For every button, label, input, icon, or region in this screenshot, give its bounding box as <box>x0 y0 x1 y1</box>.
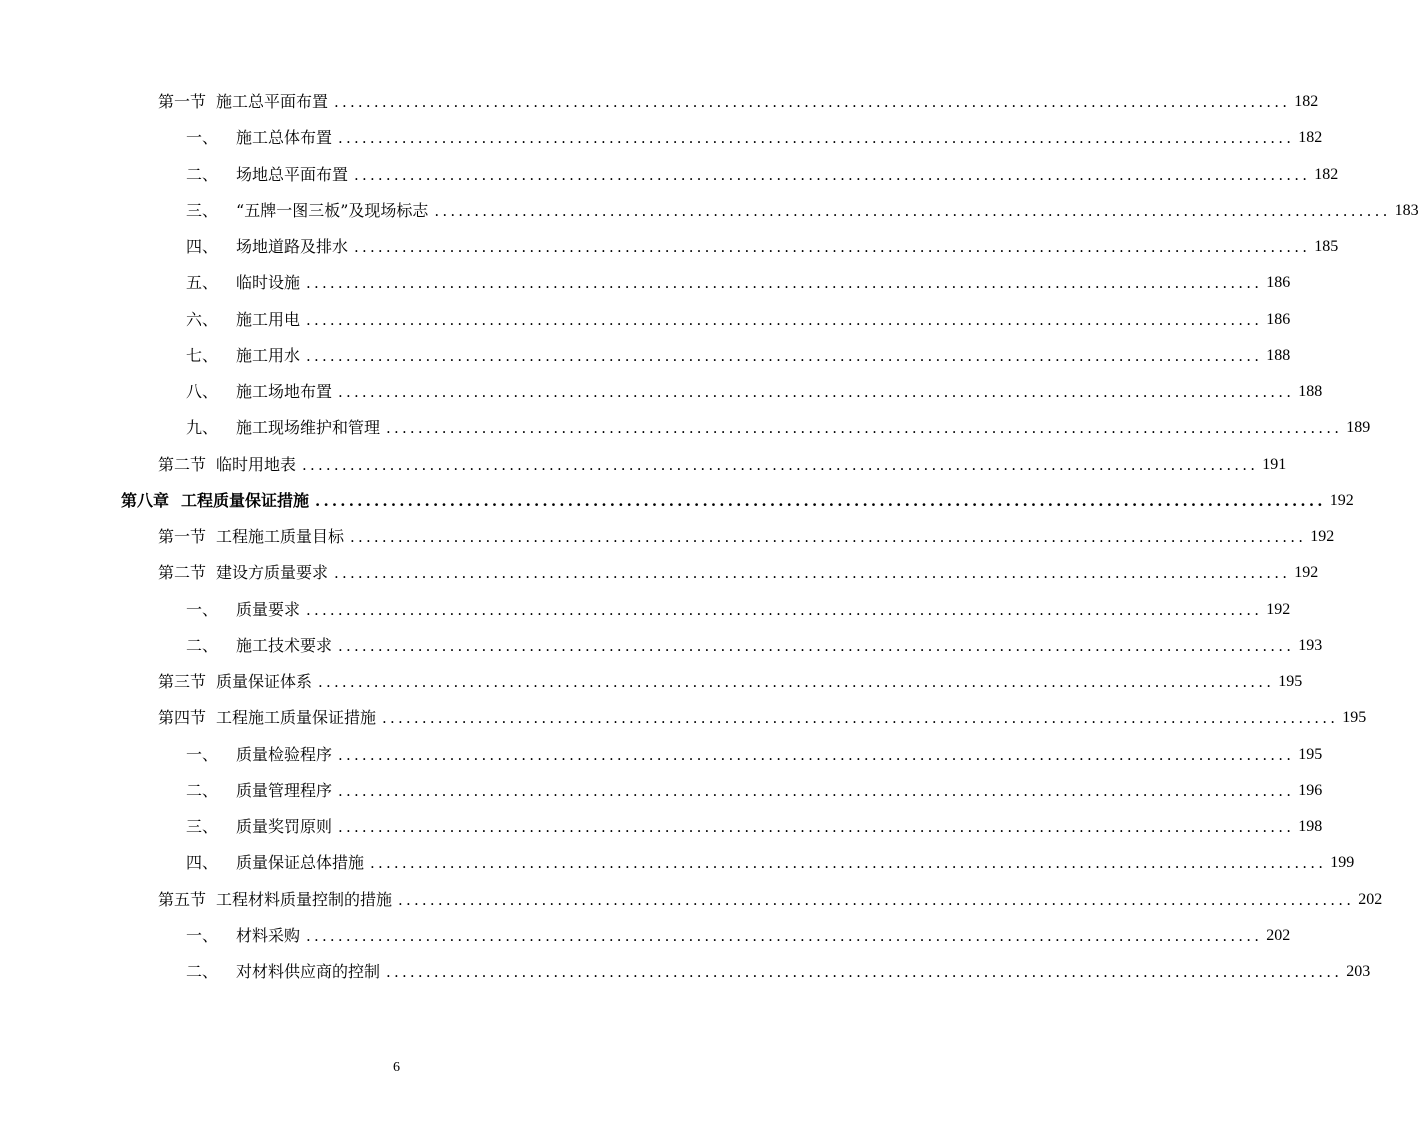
toc-entry-number: 一、 <box>186 599 219 619</box>
toc-entry-title: 材料采购 <box>236 925 301 945</box>
toc-entry-title: 对材料供应商的控制 <box>236 962 381 981</box>
toc-entry-page: 193 <box>1298 636 1323 654</box>
toc-entry[interactable] <box>121 489 1354 513</box>
toc-entry-number: 第四节 <box>158 708 207 728</box>
toc-entry-page: 195 <box>1342 709 1367 727</box>
toc-leader-dots: ........................................................................................................................ <box>302 455 1259 474</box>
toc-entry-label <box>186 126 332 150</box>
toc-entry-number: 八、 <box>186 382 219 401</box>
toc-entry-label <box>186 380 332 404</box>
toc-entry[interactable] <box>186 634 1323 658</box>
toc-entry-number: 二、 <box>186 780 219 800</box>
toc-entry-page: 192 <box>1294 564 1319 582</box>
toc-entry[interactable] <box>186 163 1339 187</box>
toc-entry-title: 质量要求 <box>236 599 301 619</box>
toc-entry-label <box>158 453 296 477</box>
toc-entry-title: 施工总平面布置 <box>216 92 329 111</box>
toc-entry-number: 一、 <box>186 744 219 764</box>
toc-entry-page: 203 <box>1346 963 1371 980</box>
toc-entry-page: 195 <box>1298 745 1323 763</box>
toc-entry[interactable] <box>158 888 1383 912</box>
toc-leader-dots: ........................................................................................................................ <box>338 781 1295 800</box>
toc-entry-page: 188 <box>1298 383 1323 400</box>
toc-entry-page: 192 <box>1266 600 1291 618</box>
toc-entry[interactable] <box>186 344 1291 368</box>
toc-entry-page: 185 <box>1314 238 1339 255</box>
toc-leader-dots: ........................................................................................................................ <box>350 528 1307 546</box>
toc-leader-dots: ........................................................................................................................ <box>306 310 1263 329</box>
toc-entry-label <box>186 308 300 332</box>
toc-entry-label <box>158 670 312 694</box>
toc-entry-page: 195 <box>1278 673 1303 690</box>
toc-entry-label <box>186 851 364 875</box>
toc-entry-title: 临时用地表 <box>216 454 297 474</box>
toc-entry[interactable] <box>186 199 1419 223</box>
toc-leader-dots: ........................................................................................................................ <box>354 165 1311 184</box>
toc-entry-label <box>121 489 309 513</box>
toc-leader-dots: ........................................................................................................................ <box>338 636 1295 655</box>
toc-entry-label <box>186 743 332 767</box>
toc-entry-label <box>186 598 300 622</box>
toc-entry-page: 182 <box>1294 93 1319 110</box>
toc-entry[interactable] <box>186 126 1323 150</box>
toc-entry-title: 工程质量保证措施 <box>181 490 310 510</box>
toc-entry-label <box>186 163 348 187</box>
toc-entry-label <box>158 888 392 912</box>
toc-entry[interactable] <box>158 90 1319 114</box>
toc-entry-number: 一、 <box>186 128 219 148</box>
toc-entry-page: 198 <box>1298 818 1323 835</box>
page-number: 6 <box>393 1060 400 1075</box>
toc-entry-number: 第二节 <box>158 454 207 474</box>
toc-leader-dots: ........................................................................................................................ <box>338 383 1295 401</box>
toc-entry-number: 第三节 <box>158 672 207 691</box>
toc-leader-dots: ........................................................................................................................ <box>338 129 1295 148</box>
toc-leader-dots: ........................................................................................................................ <box>386 963 1343 981</box>
toc-entry-title: 工程材料质量控制的措施 <box>216 889 393 909</box>
toc-entry-title: 施工技术要求 <box>236 635 333 655</box>
toc-entry-label <box>158 90 328 114</box>
toc-entry-number: 二、 <box>186 635 219 655</box>
toc-entry-label <box>186 634 332 658</box>
toc-entry-title: 质量管理程序 <box>236 780 333 800</box>
toc-entry-title: 场地总平面布置 <box>236 164 349 184</box>
toc-leader-dots: ........................................................................................................................ <box>306 346 1263 365</box>
toc-leader-dots: ........................................................................................................................ <box>334 93 1291 111</box>
toc-entry-number: 二、 <box>186 962 219 981</box>
toc-entry-title: 质量保证总体措施 <box>236 853 365 873</box>
toc-leader-dots: ........................................................................................................................ <box>334 564 1291 583</box>
toc-entry-title: 场地道路及排水 <box>236 237 349 256</box>
toc-entry[interactable] <box>186 743 1323 767</box>
toc-entry-title: 建设方质量要求 <box>216 563 329 583</box>
toc-leader-dots: ........................................................................................................................ <box>434 201 1391 220</box>
toc-entry-number: 第五节 <box>158 889 207 909</box>
toc-entry[interactable] <box>186 380 1323 404</box>
toc-entry-page: 199 <box>1330 854 1355 872</box>
toc-leader-dots: ........................................................................................................................ <box>370 854 1327 873</box>
toc-entry[interactable] <box>186 960 1371 984</box>
toc-entry-page: 202 <box>1266 926 1291 944</box>
toc-entry-number: 五、 <box>186 273 219 293</box>
toc-entry-number: 三、 <box>186 200 219 220</box>
toc-entry[interactable] <box>186 235 1339 259</box>
toc-entry-number: 第一节 <box>158 92 207 111</box>
toc-entry-page: 192 <box>1310 528 1335 545</box>
toc-entry[interactable] <box>158 453 1287 477</box>
toc-entry-title: 施工现场维护和管理 <box>236 418 381 438</box>
toc-entry-label <box>186 235 348 259</box>
toc-entry-label <box>158 561 328 585</box>
toc-entry[interactable] <box>186 815 1323 839</box>
toc-leader-dots: ........................................................................................................................ <box>386 419 1343 438</box>
toc-entry-number: 第二节 <box>158 563 207 583</box>
toc-entry-title: 施工用电 <box>236 309 301 329</box>
toc-entry-page: 192 <box>1329 491 1354 509</box>
toc-entry-label <box>186 924 300 948</box>
toc-entry[interactable] <box>186 308 1291 332</box>
toc-leader-dots: ........................................................................................................................ <box>338 818 1295 836</box>
toc-entry-label <box>158 525 344 549</box>
toc-entry-page: 196 <box>1298 781 1323 799</box>
toc-entry-page: 182 <box>1298 129 1323 147</box>
toc-entry-label <box>186 779 332 803</box>
toc-entry-number: 第一节 <box>158 527 207 546</box>
toc-entry-page: 183 <box>1394 201 1419 219</box>
toc-leader-dots: ........................................................................................................................ <box>398 890 1355 909</box>
toc-entry-number: 一、 <box>186 925 219 945</box>
toc-entry-title: 工程施工质量保证措施 <box>216 708 377 728</box>
toc-entry[interactable] <box>158 525 1335 549</box>
toc-entry-number: 六、 <box>186 309 219 329</box>
toc-entry-label <box>186 815 332 839</box>
toc-entry[interactable] <box>186 779 1323 803</box>
toc-entry-number: 三、 <box>186 817 219 836</box>
toc-entry-page: 191 <box>1262 455 1287 473</box>
toc-entry-title: 质量检验程序 <box>236 744 333 764</box>
toc-entry[interactable] <box>186 271 1291 295</box>
toc-entry-page: 186 <box>1266 310 1291 328</box>
toc-entry-title: 工程施工质量目标 <box>216 527 345 546</box>
toc-entry-page: 182 <box>1314 165 1339 183</box>
toc-entry-number: 第八章 <box>121 490 170 510</box>
toc-entry[interactable] <box>186 924 1291 948</box>
toc-entry-number: 二、 <box>186 164 219 184</box>
toc-entry-title: 质量奖罚原则 <box>236 817 333 836</box>
toc-leader-dots: ........................................................................................................................ <box>306 274 1263 293</box>
toc-entry-label <box>186 199 428 223</box>
toc-leader-dots: ........................................................................................................................ <box>306 600 1263 619</box>
toc-leader-dots: ........................................................................................................................ <box>315 491 1326 510</box>
toc-entry-label <box>186 416 380 440</box>
toc-entry-page: 188 <box>1266 346 1291 364</box>
toc-leader-dots: ........................................................................................................................ <box>354 238 1311 256</box>
toc-entry-page: 189 <box>1346 419 1371 437</box>
toc-entry-page: 186 <box>1266 274 1291 292</box>
toc-entry-title: 施工总体布置 <box>236 128 333 148</box>
toc-entry-page: 202 <box>1358 890 1383 908</box>
toc-entry[interactable] <box>186 416 1371 440</box>
toc-leader-dots: ........................................................................................................................ <box>382 709 1339 728</box>
toc-entry-title: 施工用水 <box>236 345 301 365</box>
toc-entry-number: 四、 <box>186 237 219 256</box>
toc-entry-title: “五牌一图三板”及现场标志 <box>236 200 429 220</box>
toc-entry[interactable] <box>186 598 1291 622</box>
toc-entry-title: 临时设施 <box>236 273 301 293</box>
toc-leader-dots: ........................................................................................................................ <box>318 673 1275 691</box>
toc-entry[interactable] <box>186 851 1355 875</box>
toc-entry-number: 四、 <box>186 853 219 873</box>
toc-entry-label <box>186 271 300 295</box>
toc-entry-label <box>186 960 380 984</box>
toc-entry[interactable] <box>158 670 1303 694</box>
toc-leader-dots: ........................................................................................................................ <box>338 745 1295 764</box>
toc-entry-title: 施工场地布置 <box>236 382 333 401</box>
toc-entry-number: 七、 <box>186 345 219 365</box>
toc-entry[interactable] <box>158 706 1367 730</box>
toc-entry-label <box>186 344 300 368</box>
toc-entry-title: 质量保证体系 <box>216 672 313 691</box>
toc-entry-number: 九、 <box>186 418 219 438</box>
toc-leader-dots: ........................................................................................................................ <box>306 926 1263 945</box>
toc-entry-label <box>158 706 376 730</box>
toc-entry[interactable] <box>158 561 1319 585</box>
